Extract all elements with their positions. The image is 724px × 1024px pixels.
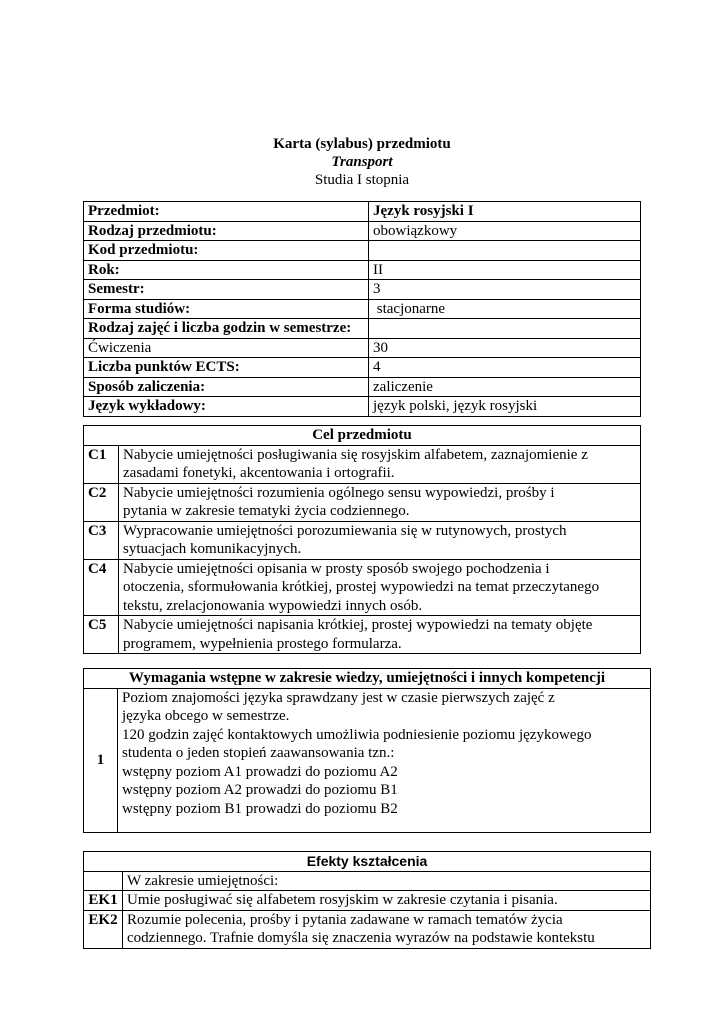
info-value bbox=[369, 241, 641, 261]
outcomes-header-row bbox=[84, 852, 651, 872]
info-label: Język wykładowy: bbox=[84, 397, 369, 417]
text-line: wstępny poziom A2 prowadzi do poziomu B1 bbox=[122, 782, 398, 798]
prerequisites-row bbox=[84, 688, 651, 832]
text-line: pytania w zakresie tematyki życia codziennego. bbox=[123, 503, 410, 519]
outcomes-subheader: W zakresie umiejętności: bbox=[123, 871, 651, 891]
outcome-text bbox=[123, 910, 651, 948]
objective-row bbox=[84, 521, 641, 559]
text-line: 120 godzin zajęć kontaktowych umożliwia podniesienie poziomu językowego bbox=[122, 726, 592, 743]
text-line: programem, wypełnienia prostego formularza. bbox=[123, 635, 402, 652]
objective-text bbox=[119, 445, 641, 483]
text-line: języka obcego w semestrze. bbox=[122, 708, 290, 724]
prerequisites-number: 1 bbox=[84, 688, 118, 832]
text-line: Nabycie umiejętności posługiwania się rosyjskim alfabetem, zaznajomienie z bbox=[123, 446, 588, 463]
course-objectives-table bbox=[83, 425, 641, 654]
objectives-header: Cel przedmiotu bbox=[84, 426, 641, 446]
objective-row bbox=[84, 483, 641, 521]
text-line: studenta o jeden stopień zaawansowania tzn.: bbox=[122, 745, 395, 761]
objective-row bbox=[84, 559, 641, 616]
info-row bbox=[84, 299, 641, 319]
info-value: 3 bbox=[369, 280, 641, 300]
outcome-id: EK2 bbox=[84, 910, 123, 948]
info-label: Forma studiów: bbox=[84, 299, 369, 319]
objective-text bbox=[119, 521, 641, 559]
info-row bbox=[84, 397, 641, 417]
info-label: Kod przedmiotu: bbox=[84, 241, 369, 261]
info-value: obowiązkowy bbox=[369, 221, 641, 241]
info-row bbox=[84, 241, 641, 261]
text-line: Wypracowanie umiejętności porozumiewania się w rutynowych, prostych bbox=[123, 522, 567, 539]
outcomes-header: Efekty kształcenia bbox=[84, 852, 651, 872]
objective-id: C4 bbox=[84, 559, 119, 616]
info-label: Ćwiczenia bbox=[84, 338, 369, 358]
objective-id: C3 bbox=[84, 521, 119, 559]
text-line: Nabycie umiejętności rozumienia ogólnego sensu wypowiedzi, prośby i bbox=[123, 484, 555, 501]
objective-text bbox=[119, 616, 641, 654]
outcome-text bbox=[123, 891, 651, 911]
text-line: codziennego. Trafnie domyśla się znaczenia wyrazów na podstawie kontekstu bbox=[127, 930, 595, 946]
text-line: wstępny poziom B1 prowadzi do poziomu B2 bbox=[122, 800, 398, 817]
info-row bbox=[84, 221, 641, 241]
info-value: zaliczenie bbox=[369, 377, 641, 397]
info-label: Sposób zaliczenia: bbox=[84, 377, 369, 397]
outcome-row bbox=[84, 891, 651, 911]
info-row bbox=[84, 280, 641, 300]
text-line: zasadami fonetyki, akcentowania i ortografii. bbox=[123, 465, 395, 481]
info-row bbox=[84, 338, 641, 358]
objective-id: C2 bbox=[84, 483, 119, 521]
info-row bbox=[84, 377, 641, 397]
info-label: Przedmiot: bbox=[84, 202, 369, 222]
text-line: Nabycie umiejętności napisania krótkiej, prostej wypowiedzi na tematy objęte bbox=[123, 617, 593, 633]
outcome-id: EK1 bbox=[84, 891, 123, 911]
prerequisites-header: Wymagania wstępne w zakresie wiedzy, umiejętności i innych kompetencji bbox=[84, 669, 651, 689]
info-value: język polski, język rosyjski bbox=[369, 397, 641, 417]
text-line: wstępny poziom A1 prowadzi do poziomu A2 bbox=[122, 763, 398, 780]
objective-id: C5 bbox=[84, 616, 119, 654]
prerequisites-header-row bbox=[84, 669, 651, 689]
learning-outcomes-table bbox=[83, 851, 651, 949]
info-value: Język rosyjski I bbox=[369, 202, 641, 222]
info-label: Rodzaj przedmiotu: bbox=[84, 221, 369, 241]
info-row bbox=[84, 202, 641, 222]
outcomes-subheader-id bbox=[84, 871, 123, 891]
info-label: Liczba punktów ECTS: bbox=[84, 358, 369, 378]
info-row bbox=[84, 358, 641, 378]
text-line: Rozumie polecenia, prośby i pytania zadawane w ramach tematów życia bbox=[127, 911, 563, 928]
info-label: Semestr: bbox=[84, 280, 369, 300]
text-line: Umie posługiwać się alfabetem rosyjskim w zakresie czytania i pisania. bbox=[127, 892, 558, 908]
info-label: Rodzaj zajęć i liczba godzin w semestrze: bbox=[84, 319, 369, 339]
info-value: stacjonarne bbox=[369, 299, 641, 319]
outcome-row bbox=[84, 910, 651, 948]
objective-row bbox=[84, 445, 641, 483]
field-of-study: Transport bbox=[331, 154, 393, 170]
text-line: tekstu, zrelacjonowania wypowiedzi innych osób. bbox=[123, 597, 423, 614]
info-label: Rok: bbox=[84, 260, 369, 280]
objective-text bbox=[119, 483, 641, 521]
info-row bbox=[84, 319, 641, 339]
prerequisites-text bbox=[118, 688, 651, 832]
objective-id: C1 bbox=[84, 445, 119, 483]
info-value: 4 bbox=[369, 358, 641, 378]
info-row bbox=[84, 260, 641, 280]
text-line: sytuacjach komunikacyjnych. bbox=[123, 541, 302, 557]
text-line: Poziom znajomości języka sprawdzany jest w czasie pierwszych zajęć z bbox=[122, 689, 555, 706]
study-level: Studia I stopnia bbox=[314, 172, 410, 188]
text-line: otoczenia, sformułowania krótkiej, prostej wypowiedzi na temat przeczytanego bbox=[123, 579, 600, 595]
objective-text bbox=[119, 559, 641, 616]
objectives-header-row bbox=[84, 426, 641, 446]
prerequisites-table bbox=[83, 668, 651, 833]
info-value: II bbox=[369, 260, 641, 280]
document-title: Karta (sylabus) przedmiotu bbox=[273, 136, 451, 152]
objective-row bbox=[84, 616, 641, 654]
info-value: 30 bbox=[369, 338, 641, 358]
text-line: Nabycie umiejętności opisania w prosty sposób swojego pochodzenia i bbox=[123, 560, 550, 577]
info-value bbox=[369, 319, 641, 339]
outcomes-subheader-row bbox=[84, 871, 651, 891]
course-info-table bbox=[83, 201, 641, 417]
